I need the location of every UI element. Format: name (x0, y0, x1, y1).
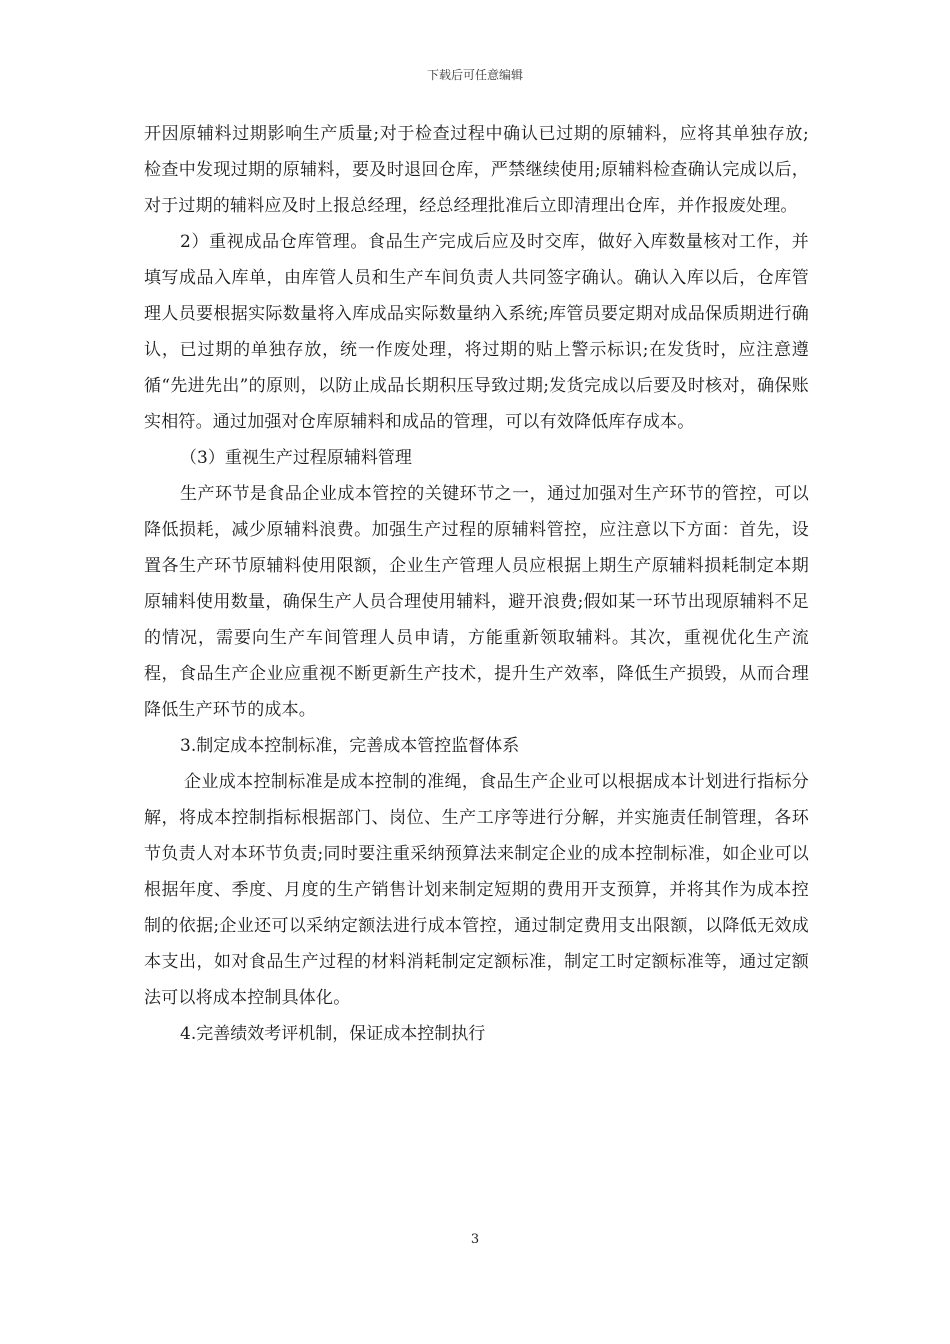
paragraph-raw-material-inspection: 开因原辅料过期影响生产质量;对于检查过程中确认已过期的原辅料，应将其单独存放;检查中发现过期的原辅料，要及时退回仓库，严禁继续使用;原辅料检查确认完成以后，对于过期的辅料应及时上报总经理，经总经理批准后立即清理出仓库，并作报废处理。 (144, 124, 809, 216)
header-note: 下载后可任意编辑 (426, 68, 523, 82)
page-number: 3 (470, 1232, 480, 1247)
paragraph-cost-control-standards: 企业成本控制标准是成本控制的准绳，食品生产企业可以根据成本计划进行指标分解，将成本控制指标根据部门、岗位、生产工序等进行分解，并实施责任制管理，各环节负责人对本环节负责;同时要注重采纳预算法来制定企业的成本控制标准，如企业可以根据年度、季度、月度的生产销售计划来制定短期的费用开支预算，并将其作为成本控制的依据;企业还可以采纳定额法进行成本管控，通过制定费用支出限额，以降低无效成本支出，如对食品生产过程的材料消耗制定定额标准，制定工时定额标准等，通过定额法可以将成本控制具体化。 (144, 772, 809, 1008)
paragraph-production-materials: 生产环节是食品企业成本管控的关键环节之一，通过加强对生产环节的管控，可以降低损耗，减少原辅料浪费。加强生产过程的原辅料管控，应注意以下方面：首先，设置各生产环节原辅料使用限额，企业生产管理人员应根据上期生产原辅料损耗制定本期原辅料使用数量，确保生产人员合理使用辅料，避开浪费;假如某一环节出现原辅料不足的情况，需要向生产车间管理人员申请，方能重新领取辅料。其次，重视优化生产流程，食品生产企业应重视不断更新生产技术，提升生产效率，降低生产损毁，从而合理降低生产环节的成本。 (144, 484, 809, 720)
section-heading-production-materials: （3）重视生产过程原辅料管理 (180, 448, 412, 468)
section-heading-performance-evaluation: 4.完善绩效考评机制，保证成本控制执行 (180, 1024, 486, 1044)
document-body (144, 116, 809, 1052)
section-heading-cost-control-standards: 3.制定成本控制标准，完善成本管控监督体系 (180, 736, 520, 756)
paragraph-finished-goods-warehouse: 2）重视成品仓库管理。食品生产完成后应及时交库，做好入库数量核对工作，并填写成品入库单，由库管人员和生产车间负责人共同签字确认。确认入库以后，仓库管理人员要根据实际数量将入库成品实际数量纳入系统;库管员要定期对成品保质期进行确认，已过期的单独存放，统一作废处理，将过期的贴上警示标识;在发货时，应注意遵循“先进先出”的原则，以防止成品长期积压导致过期;发货完成以后要及时核对，确保账实相符。通过加强对仓库原辅料和成品的管理，可以有效降低库存成本。 (144, 232, 809, 432)
